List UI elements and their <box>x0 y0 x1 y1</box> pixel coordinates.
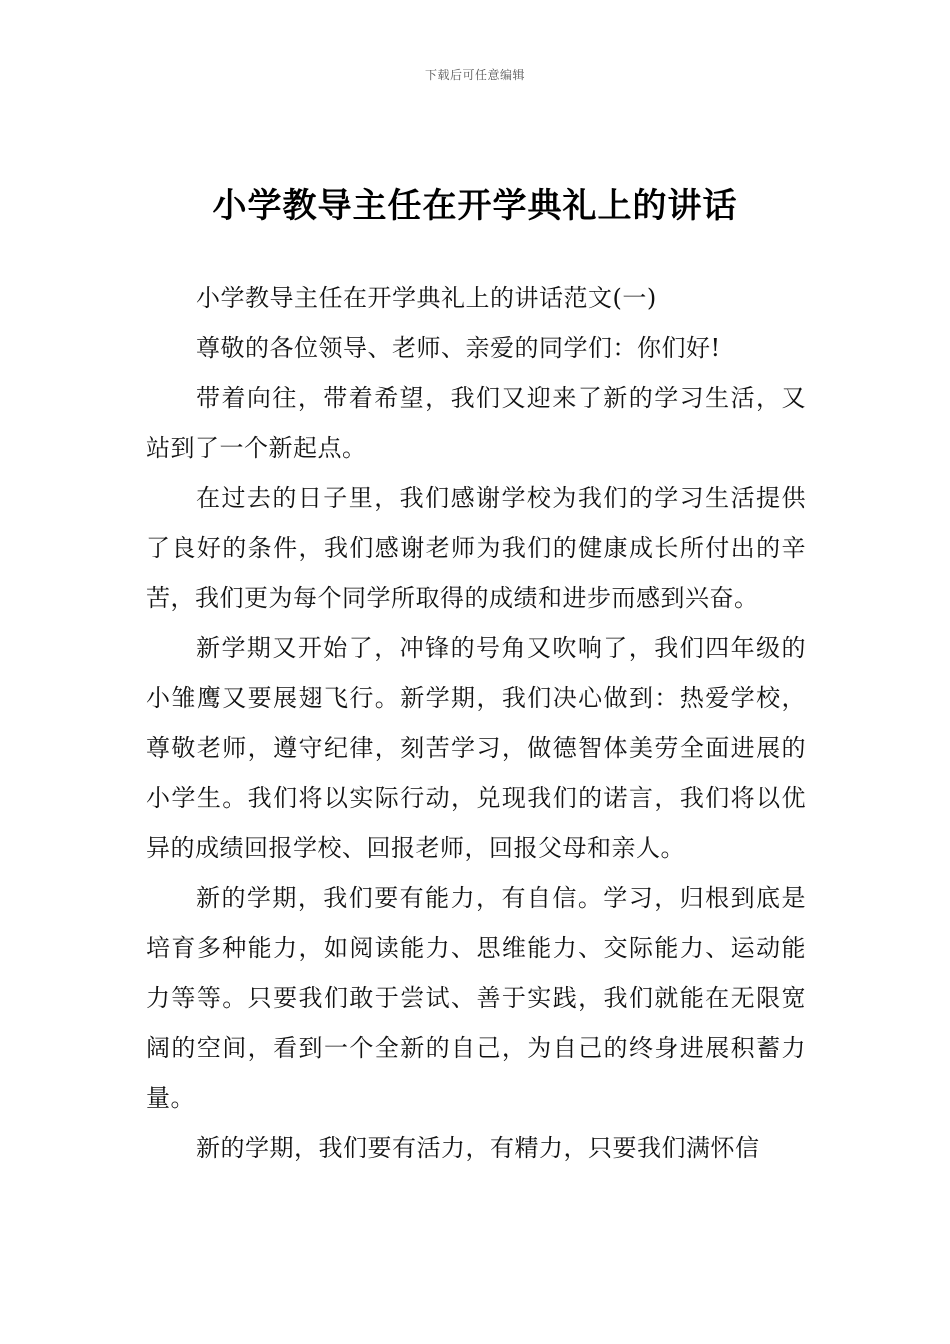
paragraph: 新的学期，我们要有活力，有精力，只要我们满怀信 <box>196 1134 760 1162</box>
paragraph: 新的学期，我们要有能力，有自信。学习，归根到底是培育多种能力，如阅读能力、思维能力、交际能力、运动能力等等。只要我们敢于尝试、善于实践，我们就能在无限宽阔的空间，看到一个全新的自己，为自己的终身进展积蓄力量。 <box>146 884 806 1112</box>
document-body <box>146 273 806 1173</box>
paragraph-subtitle: 小学教导主任在开学典礼上的讲话范文(一) <box>196 284 657 312</box>
paragraph: 新学期又开始了，冲锋的号角又吹响了，我们四年级的小雏鹰又要展翅飞行。新学期，我们决心做到：热爱学校，尊敬老师，遵守纪律，刻苦学习，做德智体美劳全面进展的小学生。我们将以实际行动，兑现我们的诺言，我们将以优异的成绩回报学校、回报老师，回报父母和亲人。 <box>146 634 806 862</box>
paragraph-greeting: 尊敬的各位领导、老师、亲爱的同学们：你们好! <box>196 334 721 362</box>
header-note: 下载后可任意编辑 <box>424 68 525 82</box>
document-title: 小学教导主任在开学典礼上的讲话 <box>212 186 738 226</box>
paragraph: 在过去的日子里，我们感谢学校为我们的学习生活提供了良好的条件，我们感谢老师为我们的健康成长所付出的辛苦，我们更为每个同学所取得的成绩和进步而感到兴奋。 <box>146 484 806 612</box>
paragraph: 带着向往，带着希望，我们又迎来了新的学习生活，又站到了一个新起点。 <box>146 384 806 462</box>
